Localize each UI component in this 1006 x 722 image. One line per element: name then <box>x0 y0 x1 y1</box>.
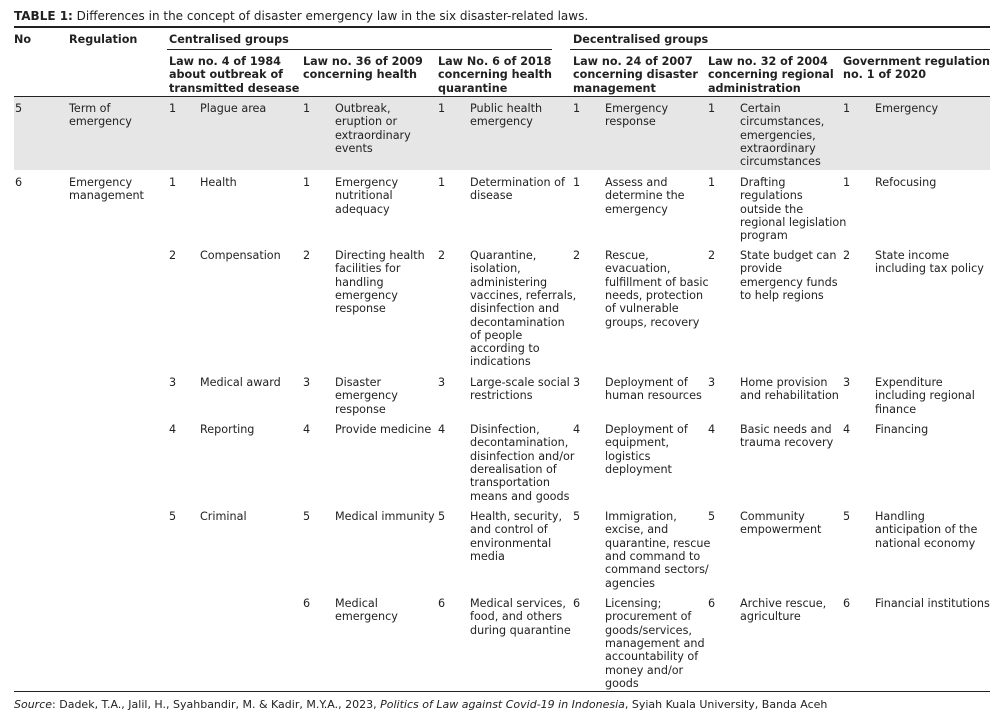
item-text: restrictions <box>470 389 533 403</box>
item-number: 1 <box>843 102 851 115</box>
item-text: Basic needs and <box>740 423 832 436</box>
item-number: 6 <box>708 597 716 610</box>
item-number: 2 <box>169 249 177 262</box>
item-text: during quarantine <box>470 623 571 637</box>
item-text: Plague area <box>200 102 267 115</box>
law-header-line: Law No. 6 of 2018 <box>438 55 552 68</box>
item-text: anticipation of the <box>875 523 978 537</box>
item-text: Directing health <box>335 249 425 262</box>
item-text: deployment <box>605 462 672 476</box>
law-header-line: concerning health <box>438 68 552 82</box>
item-number: 5 <box>708 510 716 523</box>
item-text: empowerment <box>740 523 822 537</box>
item-text: Certain <box>740 102 781 115</box>
item-number: 1 <box>438 176 446 189</box>
law-header-line: transmitted desease <box>169 81 300 95</box>
item-number: 4 <box>303 423 311 436</box>
item-text: quarantine, rescue <box>605 536 711 550</box>
item-text: Community <box>740 510 805 523</box>
item-text: Medical award <box>200 376 281 389</box>
item-text: Health, security, <box>470 510 563 523</box>
item-text: human resources <box>605 389 702 403</box>
law-header-line: concerning health <box>303 68 417 82</box>
item-number: 6 <box>843 597 851 610</box>
item-text: means and goods <box>470 489 570 503</box>
item-number: 1 <box>303 102 311 115</box>
item-text: Medical services, <box>470 597 566 610</box>
item-text: fulfillment of basic <box>605 275 709 289</box>
item-text: emergency <box>335 288 398 302</box>
row-number: 6 <box>15 176 23 189</box>
item-text: agencies <box>605 576 655 590</box>
item-number: 3 <box>438 376 446 389</box>
item-text: regional legislation <box>740 215 847 229</box>
item-text: State income <box>875 249 950 262</box>
item-number: 3 <box>708 376 716 389</box>
item-number: 2 <box>843 249 851 262</box>
item-text: program <box>740 229 788 243</box>
item-number: 1 <box>843 176 851 189</box>
item-text: Provide medicine <box>335 423 432 436</box>
header-regulation: Regulation <box>69 33 138 46</box>
item-number: 4 <box>169 423 177 436</box>
item-text: Financial institutions <box>875 597 990 610</box>
item-number: 5 <box>438 510 446 523</box>
item-text: logistics <box>605 449 651 463</box>
item-text: Large-scale social <box>470 376 570 389</box>
item-text: Reporting <box>200 423 255 436</box>
item-text: Deployment of <box>605 423 688 436</box>
item-text: eruption or <box>335 115 398 129</box>
item-number: 1 <box>708 176 716 189</box>
item-text: disinfection and/or <box>470 449 575 463</box>
item-number: 6 <box>438 597 446 610</box>
item-text: and rehabilitation <box>740 389 839 403</box>
source-text-before: : Dadek, T.A., Jalil, H., Syahbandir, M. & Kadir, M.Y.A., 2023, <box>52 698 381 711</box>
item-text: response <box>335 402 386 416</box>
regulation-name: emergency <box>69 115 132 129</box>
group-rule-centralised <box>167 49 552 50</box>
item-text: decontamination, <box>470 436 569 450</box>
item-number: 3 <box>303 376 311 389</box>
item-text: of people <box>470 328 523 342</box>
item-text: Compensation <box>200 249 281 262</box>
item-number: 1 <box>169 102 177 115</box>
item-number: 1 <box>573 176 581 189</box>
regulation-name: Term of <box>69 102 111 115</box>
law-header-line: no. 1 of 2020 <box>843 68 927 82</box>
item-number: 1 <box>438 102 446 115</box>
law-header-line: administration <box>708 81 801 95</box>
item-text: Home provision <box>740 376 828 389</box>
item-text: Licensing; <box>605 597 662 610</box>
header-no: No <box>14 33 32 46</box>
item-text: management and <box>605 636 705 650</box>
item-text: emergency <box>335 610 398 624</box>
item-text: food, and others <box>470 610 563 624</box>
item-text: Archive rescue, <box>740 597 827 610</box>
item-text: extraordinary <box>335 128 411 142</box>
item-text: according to <box>470 342 540 356</box>
item-text: finance <box>875 402 917 416</box>
item-text: extraordinary <box>740 141 816 155</box>
item-text: Emergency <box>605 102 669 115</box>
item-text: media <box>470 549 505 563</box>
item-number: 2 <box>303 249 311 262</box>
group-rule-decentralised <box>570 49 990 50</box>
item-text: agriculture <box>740 610 801 624</box>
source-title: Politics of Law against Covid-19 in Indonesia <box>380 698 625 711</box>
top-rule <box>14 26 990 28</box>
item-text: Outbreak, <box>335 102 391 115</box>
item-text: goods/services, <box>605 623 692 637</box>
item-text: command sectors/ <box>605 563 709 577</box>
law-header-line: Law no. 24 of 2007 <box>573 55 693 68</box>
item-number: 1 <box>573 102 581 115</box>
item-text: emergency <box>335 389 398 403</box>
item-number: 5 <box>573 510 581 523</box>
item-text: vaccines, referrals, <box>470 288 577 302</box>
item-text: evacuation, <box>605 262 671 276</box>
item-text: and control of <box>470 523 548 537</box>
item-text: Financing <box>875 423 929 436</box>
item-text: accountability of <box>605 650 699 664</box>
item-text: emergencies, <box>740 128 816 142</box>
item-text: money and/or <box>605 663 684 677</box>
item-text: decontamination <box>470 315 565 329</box>
item-number: 6 <box>303 597 311 610</box>
item-number: 3 <box>169 376 177 389</box>
item-text: procurement of <box>605 610 692 624</box>
item-text: Rescue, <box>605 249 649 262</box>
law-header-line: Government regulation <box>843 55 990 68</box>
item-text: provide <box>740 262 783 276</box>
item-number: 2 <box>573 249 581 262</box>
item-text: Assess and <box>605 176 668 189</box>
item-number: 5 <box>169 510 177 523</box>
item-text: emergency funds <box>740 275 838 289</box>
source-note <box>14 698 994 711</box>
item-text: national economy <box>875 536 976 550</box>
law-header-line: quarantine <box>438 81 508 95</box>
law-header-line: Law no. 36 of 2009 <box>303 55 423 68</box>
item-number: 2 <box>708 249 716 262</box>
item-text: including tax policy <box>875 262 984 276</box>
item-text: trauma recovery <box>740 436 834 450</box>
item-text: Refocusing <box>875 176 937 189</box>
law-header-line: management <box>573 81 656 95</box>
header-centralised-groups: Centralised groups <box>169 33 289 46</box>
item-number: 3 <box>573 376 581 389</box>
item-text: disinfection and <box>470 302 560 316</box>
item-text: groups, recovery <box>605 315 700 329</box>
regulation-name: Emergency <box>69 176 133 189</box>
item-text: Medical immunity <box>335 510 435 523</box>
header-decentralised-groups: Decentralised groups <box>573 33 709 46</box>
item-text: Medical <box>335 597 378 610</box>
item-number: 5 <box>303 510 311 523</box>
item-text: Disinfection, <box>470 423 540 436</box>
item-text: response <box>605 115 656 129</box>
item-text: Drafting <box>740 176 786 189</box>
source-text-after: , Syiah Kuala University, Banda Aceh <box>624 698 828 711</box>
item-number: 1 <box>708 102 716 115</box>
item-text: including regional <box>875 389 975 403</box>
bottom-rule <box>14 691 990 692</box>
row-number: 5 <box>15 102 23 115</box>
caption-label: TABLE 1: <box>14 9 73 23</box>
item-number: 1 <box>303 176 311 189</box>
item-number: 4 <box>438 423 446 436</box>
law-header-line: about outbreak of <box>169 68 283 82</box>
item-text: goods <box>605 676 639 690</box>
item-text: Disaster <box>335 376 382 389</box>
item-text: excise, and <box>605 523 669 537</box>
item-text: indications <box>470 355 531 369</box>
item-text: needs, protection <box>605 288 704 302</box>
item-text: derealisation of <box>470 462 557 476</box>
item-text: to help regions <box>740 288 824 302</box>
item-number: 1 <box>169 176 177 189</box>
item-text: facilities for <box>335 262 401 276</box>
item-number: 4 <box>573 423 581 436</box>
item-number: 6 <box>573 597 581 610</box>
regulation-name: management <box>69 189 144 203</box>
item-text: Deployment of <box>605 376 688 389</box>
item-text: Emergency <box>875 102 939 115</box>
item-text: emergency <box>470 115 533 129</box>
item-text: isolation, <box>470 262 521 276</box>
item-text: and command to <box>605 549 701 563</box>
item-text: transportation <box>470 476 550 490</box>
item-text: regulations <box>740 189 803 203</box>
item-text: of vulnerable <box>605 302 679 316</box>
source-label: Source <box>14 698 53 711</box>
law-header-line: concerning regional <box>708 68 834 82</box>
item-number: 4 <box>843 423 851 436</box>
item-number: 5 <box>843 510 851 523</box>
item-text: disease <box>470 189 513 203</box>
item-text: Immigration, <box>605 510 677 523</box>
item-text: State budget can <box>740 249 837 262</box>
item-text: outside the <box>740 202 804 216</box>
item-text: nutritional <box>335 189 393 203</box>
item-text: Determination of <box>470 176 565 189</box>
caption-text: Differences in the concept of disaster emergency law in the six disaster-related laws. <box>72 9 589 23</box>
item-text: administering <box>470 275 548 289</box>
item-text: emergency <box>605 202 668 216</box>
item-text: Emergency <box>335 176 399 189</box>
item-text: Quarantine, <box>470 249 537 262</box>
item-number: 4 <box>708 423 716 436</box>
table-caption <box>14 9 994 24</box>
item-text: circumstances <box>740 155 821 169</box>
item-number: 2 <box>438 249 446 262</box>
item-text: adequacy <box>335 202 390 216</box>
law-header-line: Law no. 32 of 2004 <box>708 55 828 68</box>
item-text: circumstances, <box>740 115 825 129</box>
law-header-line: concerning disaster <box>573 68 698 82</box>
item-text: equipment, <box>605 436 670 450</box>
item-text: environmental <box>470 536 552 550</box>
item-text: handling <box>335 275 384 289</box>
item-number: 3 <box>843 376 851 389</box>
item-text: events <box>335 141 373 155</box>
item-text: determine the <box>605 189 685 203</box>
item-text: Expenditure <box>875 376 943 389</box>
item-text: Health <box>200 176 237 189</box>
item-text: Public health <box>470 102 543 115</box>
item-text: Criminal <box>200 510 247 523</box>
item-text: response <box>335 302 386 316</box>
law-header-line: Law no. 4 of 1984 <box>169 55 281 68</box>
item-text: Handling <box>875 510 925 523</box>
